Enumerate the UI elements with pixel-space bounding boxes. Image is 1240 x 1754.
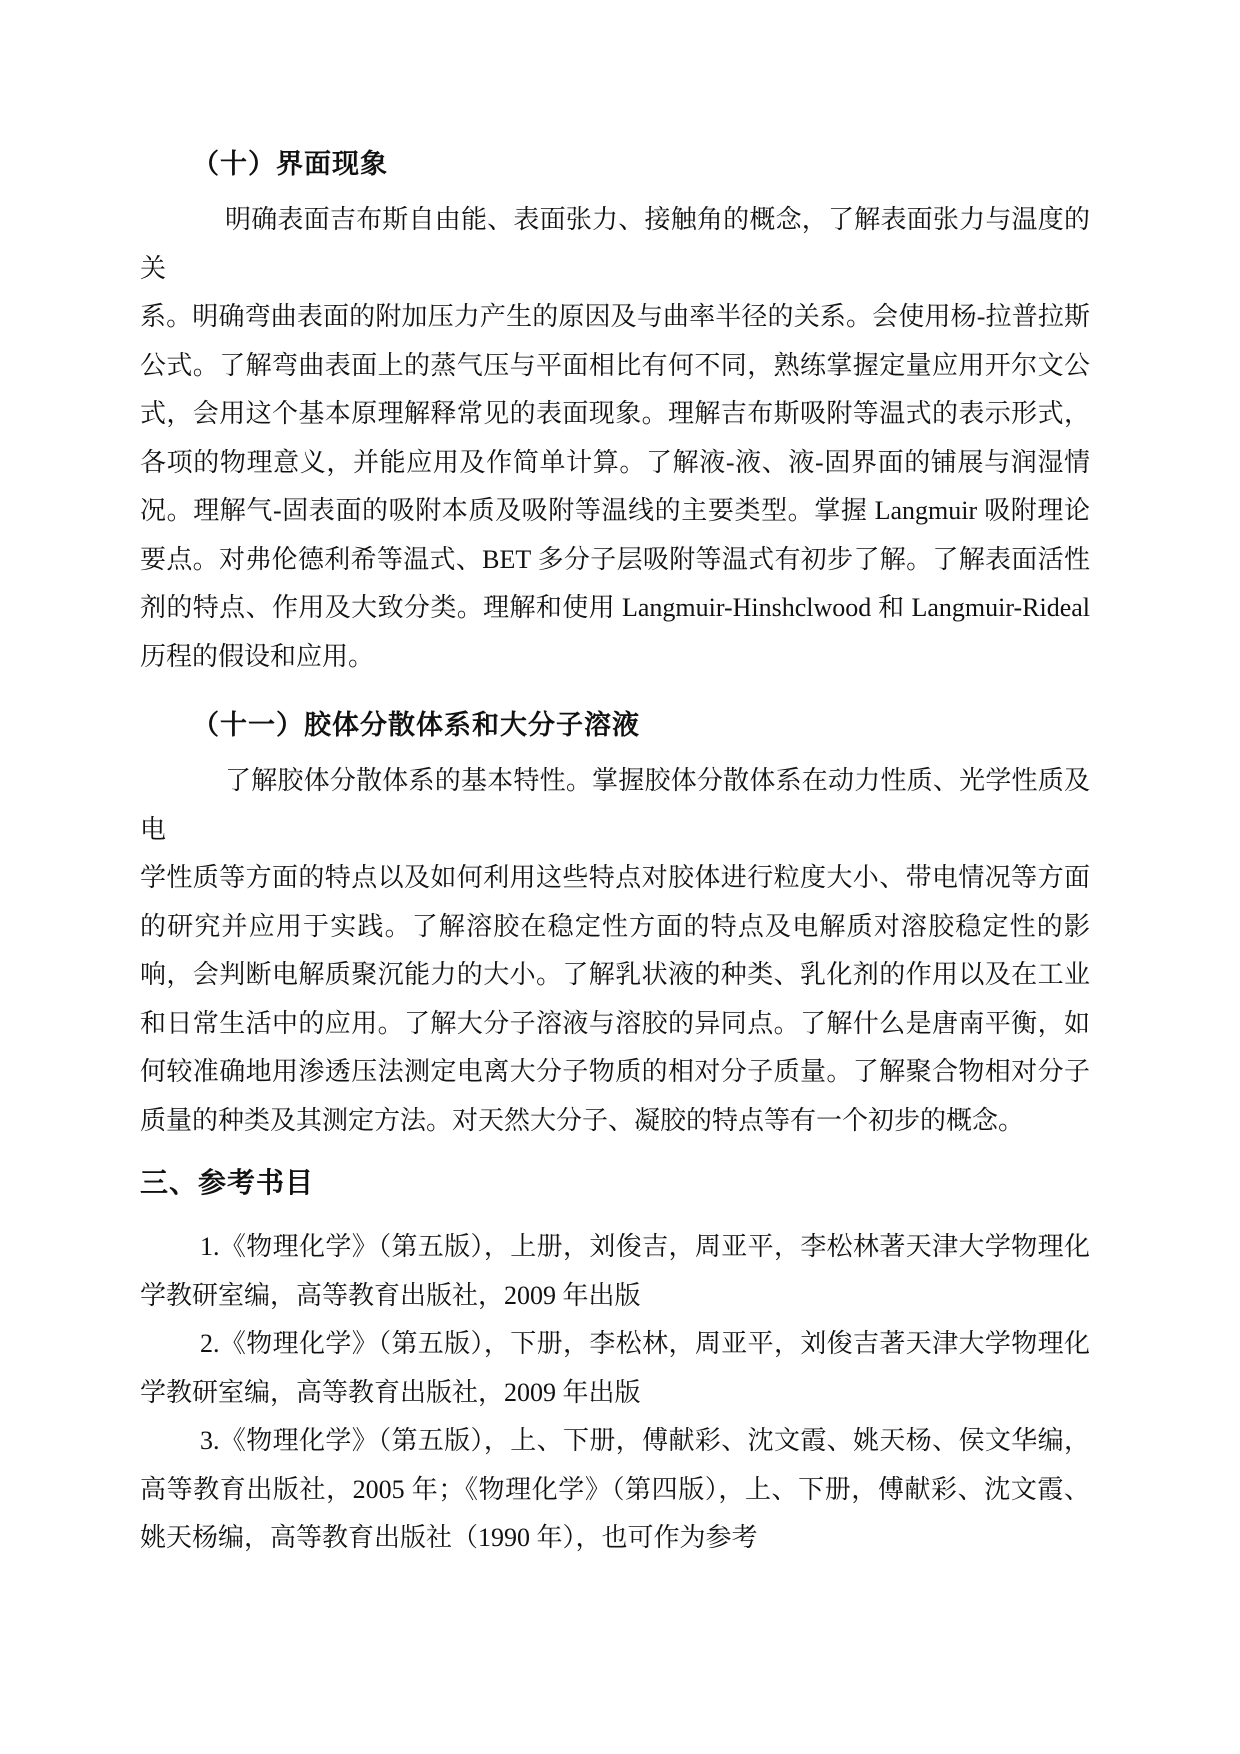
references-heading: 三、参考书目 — [140, 1167, 315, 1198]
text-line: 响，会判断电解质聚沉能力的大小。了解乳状液的种类、乳化剂的作用以及在工业 — [140, 960, 1090, 989]
text-line: 学性质等方面的特点以及如何利用这些特点对胶体进行粒度大小、带电情况等方面 — [140, 863, 1090, 892]
text-line: 质量的种类及其测定方法。对天然大分子、凝胶的特点等有一个初步的概念。 — [140, 1105, 1025, 1135]
text-line: 3.《物理化学》（第五版），上、下册，傅献彩、沈文霞、姚天杨、侯文华编， — [200, 1426, 1090, 1455]
paragraph-interface-phenomena — [140, 196, 1090, 681]
text-line: 2.《物理化学》（第五版），下册，李松林，周亚平，刘俊吉著天津大学物理化 — [200, 1329, 1090, 1358]
text-line: 公式。了解弯曲表面上的蒸气压与平面相比有何不同，熟练掌握定量应用开尔文公 — [140, 350, 1090, 380]
text-line: 学教研室编，高等教育出版社，2009 年出版 — [140, 1377, 641, 1407]
text-line: 各项的物理意义，并能应用及作简单计算。了解液-液、液-固界面的铺展与润湿情 — [140, 447, 1090, 477]
text-line: 要点。对弗伦德利希等温式、BET 多分子层吸附等温式有初步了解。了解表面活性 — [140, 544, 1090, 574]
reference-list — [140, 1223, 1090, 1563]
text-line: 和日常生活中的应用。了解大分子溶液与溶胶的异同点。了解什么是唐南平衡，如 — [140, 1008, 1090, 1038]
text-line: 明确表面吉布斯自由能、表面张力、接触角的概念，了解表面张力与温度的关 — [140, 205, 1090, 283]
text-line: 姚天杨编，高等教育出版社（1990 年），也可作为参考 — [140, 1523, 758, 1552]
paragraph-colloid-systems — [140, 757, 1090, 1145]
text-line: 高等教育出版社，2005 年；《物理化学》（第四版），上、下册，傅献彩、沈文霞、 — [140, 1474, 1090, 1504]
reference-item-3 — [140, 1417, 1090, 1563]
text-line: 历程的假设和应用。 — [140, 641, 375, 671]
text-line: 何较准确地用渗透压法测定电离大分子物质的相对分子质量。了解聚合物相对分子 — [140, 1057, 1090, 1086]
text-line: 了解胶体分散体系的基本特性。掌握胶体分散体系在动力性质、光学性质及电 — [140, 766, 1090, 844]
text-line: 1.《物理化学》（第五版），上册，刘俊吉，周亚平，李松林著天津大学物理化 — [200, 1232, 1090, 1261]
text-line: 况。理解气-固表面的吸附本质及吸附等温线的主要类型。掌握 Langmuir 吸附理论 — [140, 496, 1090, 525]
text-line: 的研究并应用于实践。了解溶胶在稳定性方面的特点及电解质对溶胶稳定性的影 — [140, 911, 1090, 941]
section-heading-10: （十）界面现象 — [192, 149, 388, 179]
reference-item-2 — [140, 1320, 1090, 1417]
text-line: 学教研室编，高等教育出版社，2009 年出版 — [140, 1280, 641, 1310]
text-line: 式，会用这个基本原理解释常见的表面现象。理解吉布斯吸附等温式的表示形式， — [140, 399, 1090, 428]
text-line: 剂的特点、作用及大致分类。理解和使用 Langmuir-Hinshclwood 和 Langmuir-Rideal — [140, 593, 1090, 622]
text-line: 系。明确弯曲表面的附加压力产生的原因及与曲率半径的关系。会使用杨-拉普拉斯 — [140, 302, 1090, 331]
reference-item-1 — [140, 1223, 1090, 1320]
section-heading-11: （十一）胶体分散体系和大分子溶液 — [192, 710, 640, 740]
